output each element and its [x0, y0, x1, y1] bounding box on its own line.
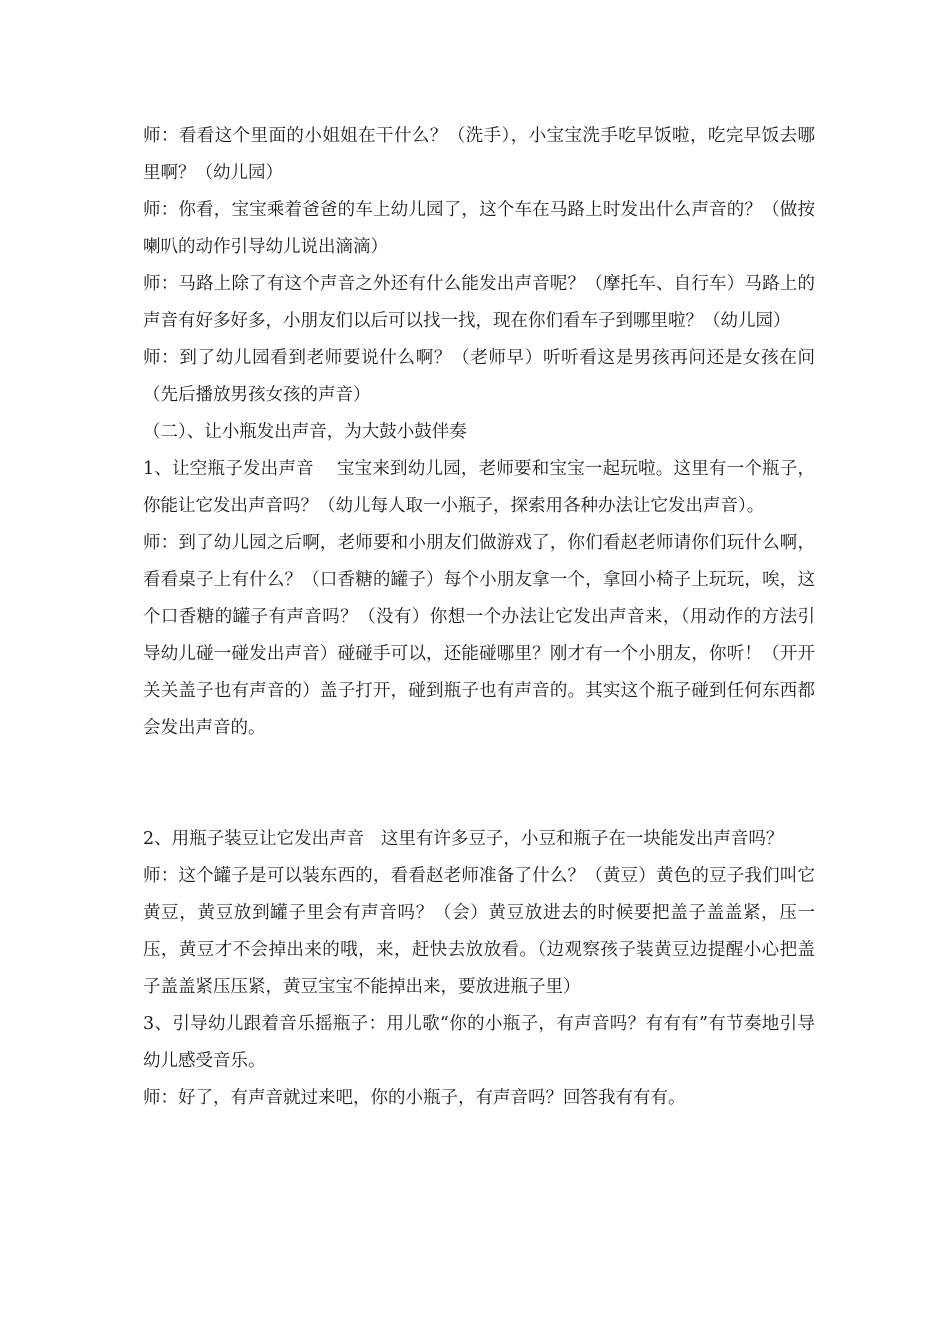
paragraph-step-empty-bottle: 1、让空瓶子发出声音 宝宝来到幼儿园，老师要和宝宝一起玩啦。这里有一个瓶子，你能让它发出声音吗？（幼儿每人取一小瓶子，探索用各种办法让它发出声音）。 [143, 459, 815, 516]
document-body [143, 118, 815, 1117]
paragraph-step-beans: 2、用瓶子装豆让它发出声音 这里有许多豆子，小豆和瓶子在一块能发出声音吗？ [143, 829, 784, 849]
paragraph-teacher-road-sounds: 师：马路上除了有这个声音之外还有什么能发出声音呢？（摩托车、自行车）马路上的声音有好多好多，小朋友们以后可以找一找，现在你们看车子到哪里啦？（幼儿园） [143, 274, 815, 331]
paragraph-teacher-greeting: 师：到了幼儿园看到老师要说什么啊？（老师早）听听看这是男孩再问还是女孩在问（先后播放男孩女孩的声音） [143, 348, 815, 405]
paragraph-teacher-gum-jar: 师：到了幼儿园之后啊，老师要和小朋友们做游戏了，你们看赵老师请你们玩什么啊，看看桌子上有什么？（口香糖的罐子）每个小朋友拿一个，拿回小椅子上玩玩，唉，这个口香糖的罐子有声音吗？（没有）你想一个办法让它发出声音来，（用动作的方法引导幼儿碰一碰发出声音）碰碰手可以，还能碰哪里？刚才有一个小朋友，你听！（开开关关盖子也有声音的）盖子打开，碰到瓶子也有声音的。其实这个瓶子碰到任何东西都会发出声音的。 [143, 533, 815, 738]
paragraph-step-music-shake: 3、引导幼儿跟着音乐摇瓶子：用儿歌“你的小瓶子，有声音吗？有有有”有节奏地引导幼儿感受音乐。 [143, 1014, 815, 1071]
paragraph-teacher-handwash: 师：看看这个里面的小姐姐在干什么？（洗手），小宝宝洗手吃早饭啦，吃完早饭去哪里啊？（幼儿园） [143, 126, 815, 183]
section-heading-bottle-sounds: （二）、让小瓶发出声音，为大鼓小鼓伴奏 [143, 422, 467, 442]
paragraph-teacher-car: 师：你看，宝宝乘着爸爸的车上幼儿园了，这个车在马路上时发出什么声音的？（做按喇叭的动作引导幼儿说出滴滴） [143, 200, 815, 257]
paragraph-teacher-soybeans: 师：这个罐子是可以装东西的，看看赵老师准备了什么？（黄豆）黄色的豆子我们叫它黄豆，黄豆放到罐子里会有声音吗？（会）黄豆放进去的时候要把盖子盖盖紧，压一压，黄豆才不会掉出来的哦，来，赶快去放放看。（边观察孩子装黄豆边提醒小心把盖子盖盖紧压压紧，黄豆宝宝不能掉出来，要放进瓶子里） [143, 866, 815, 997]
paragraph-teacher-answer: 师：好了，有声音就过来吧，你的小瓶子，有声音吗？回答我有有有。 [143, 1088, 686, 1108]
paragraph-spacer [143, 747, 815, 821]
